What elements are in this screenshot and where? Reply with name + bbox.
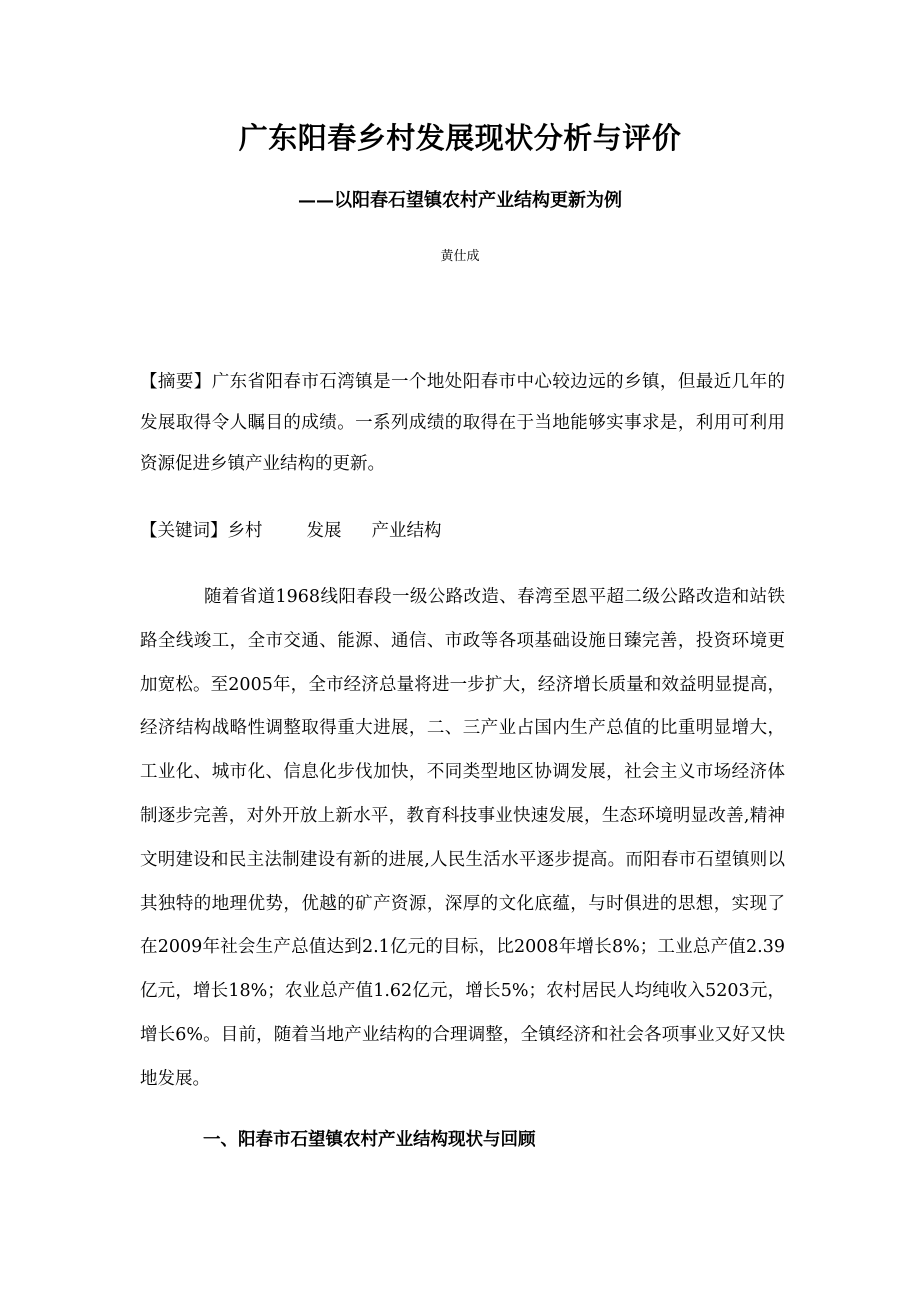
body-paragraph: 随着省道1968线阳春段一级公路改造、春湾至恩平超二级公路改造和站铁路全线竣工，全市交通、能源、通信、市政等各项基础设施日臻完善，投资环境更加宽松。至2005年，全市经济总量将进一步扩大，经济增长质量和效益明显提高，经济结构战略性调整取得重大进展，二、三产业占国内生产总值的比重明显增大，工业化、城市化、信息化步伐加快，不同类型地区协调发展，社会主义市场经济体制逐步完善，对外开放上新水平，教育科技事业快速发展，生态环境明显改善,精神文明建设和民主法制建设有新的进展,人民生活水平逐步提高。而阳春市石望镇则以其独特的地理优势，优越的矿产资源，深厚的文化底蕴，与时俱进的思想，实现了在2009年社会生产总值达到2.1亿元的目标，比2008年增长8%；工业总产值2.39亿元，增长18%；农业总产值1.62亿元，增长5%；农村居民人均纯收入5203元，增长6%。目前，随着当地产业结构的合理调整，全镇经济和社会各项事业又好又快地发展。 xyxy=(140,587,785,1089)
keywords-label: 【关键词】 xyxy=(140,521,228,541)
keywords-line xyxy=(140,513,785,549)
abstract-paragraph xyxy=(140,362,785,485)
document-subtitle: ——以阳春石望镇农村产业结构更新为例 xyxy=(298,190,622,211)
document-title: 广东阳春乡村发展现状分析与评价 xyxy=(238,121,682,155)
abstract-label: 【摘要】 xyxy=(140,372,212,392)
document-author: 黄仕成 xyxy=(440,249,480,264)
abstract-text: 广东省阳春市石湾镇是一个地处阳春市中心较边远的乡镇，但最近几年的发展取得令人瞩目的成绩。一系列成绩的取得在于当地能够实事求是，利用可利用资源促进乡镇产业结构的更新。 xyxy=(140,372,786,474)
keyword-item: 发展 xyxy=(306,521,342,541)
keyword-item: 乡村 xyxy=(227,521,263,541)
section-heading: 一、阳春市石望镇农村产业结构现状与回顾 xyxy=(203,1130,536,1150)
keyword-item: 产业结构 xyxy=(371,521,442,541)
